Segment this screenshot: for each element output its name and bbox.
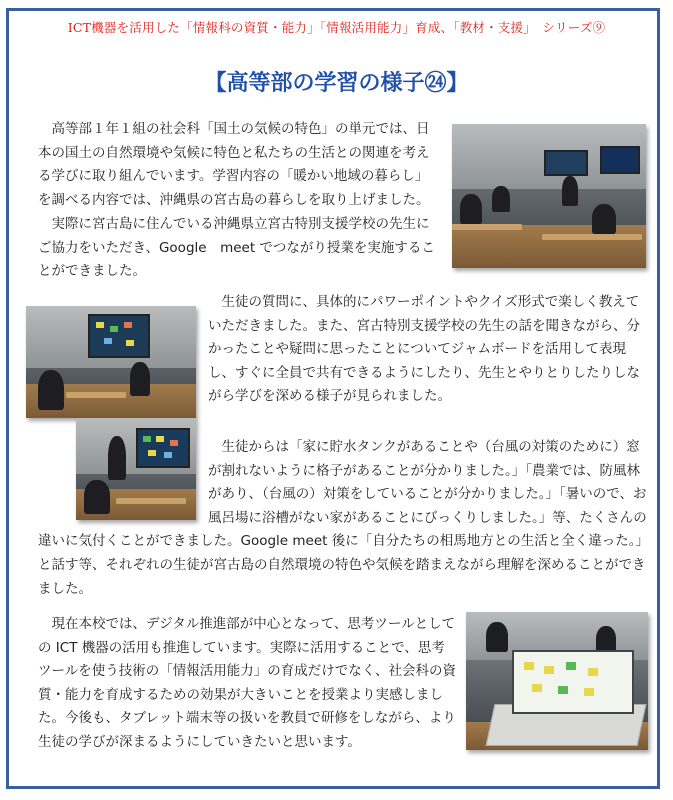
paragraph-2: 実際に宮古島に住んでいる沖縄県立宮古特別支援学校の先生にご協力をいただき、Google meet でつながり授業を実施することができました。 [38, 216, 435, 280]
paragraph-3: 生徒の質問に、具体的にパワーポイントやクイズ形式で楽しく教えていただきました。また、宮古特別支援学校の先生の話を聞きながら、分かったことや疑問に思ったことについてジャムボードを活用して表現し、すぐに全員で共有できるようにしたり、先生とやりとりしたりしながら学びを深める様子が見られました。 [208, 294, 640, 405]
series-heading: ICT機器を活用した「情報科の資質・能力」「情報活用能力」育成、「教材・支援」 シリーズ⑨ [67, 20, 606, 35]
paragraph-4 [38, 436, 650, 601]
online-lesson-photo [26, 306, 196, 418]
paragraph-5: 現在本校では、デジタル推進部が中心となって、思考ツールとしての ICT 機器の活用も推進しています。実際に活用することで、思考ツールを使う技術の「情報活用能力」の育成だけでなく、社会科の資質・能力を育成するための効果が大きいことを授業より実感しました。今後も、タブレット端末等の扱いを教員で研修をしながら、より生徒の学びが深まるようにしていきたいと思います。 [38, 616, 456, 750]
paragraph-4-text: 生徒からは「家に貯水タンクがあることや（台風の対策のために）窓が割れないように格子があることが分かりました。」「農業では、防風林があり、（台風の）対策をしていることが分かりました。」「暑いので、お風呂場に浴槽がない家があることにびっくりしました。」等、たくさんの違いに気付くことができました。Google meet 後に「自分たちの相馬地方との生活と全く違った。」と話す等、それぞれの生徒が宮古島の自然環境の特色や気候を踏まえながら理解を深めることができました。 [38, 439, 649, 597]
paragraph-1: 高等部１年１組の社会科「国土の気候の特色」の単元では、日本の国土の自然環境や気候に特色と私たちの生活との関連を考える学びに取り組んでいます。学習内容の「暖かい地域の暮らし」を調べる内容では、沖縄県の宮古島の暮らしを取り上げました。 [38, 121, 430, 208]
page-title: 【高等部の学習の様子㉔】 [204, 71, 469, 96]
tablet-photo [466, 612, 648, 750]
classroom-photo [452, 124, 646, 268]
